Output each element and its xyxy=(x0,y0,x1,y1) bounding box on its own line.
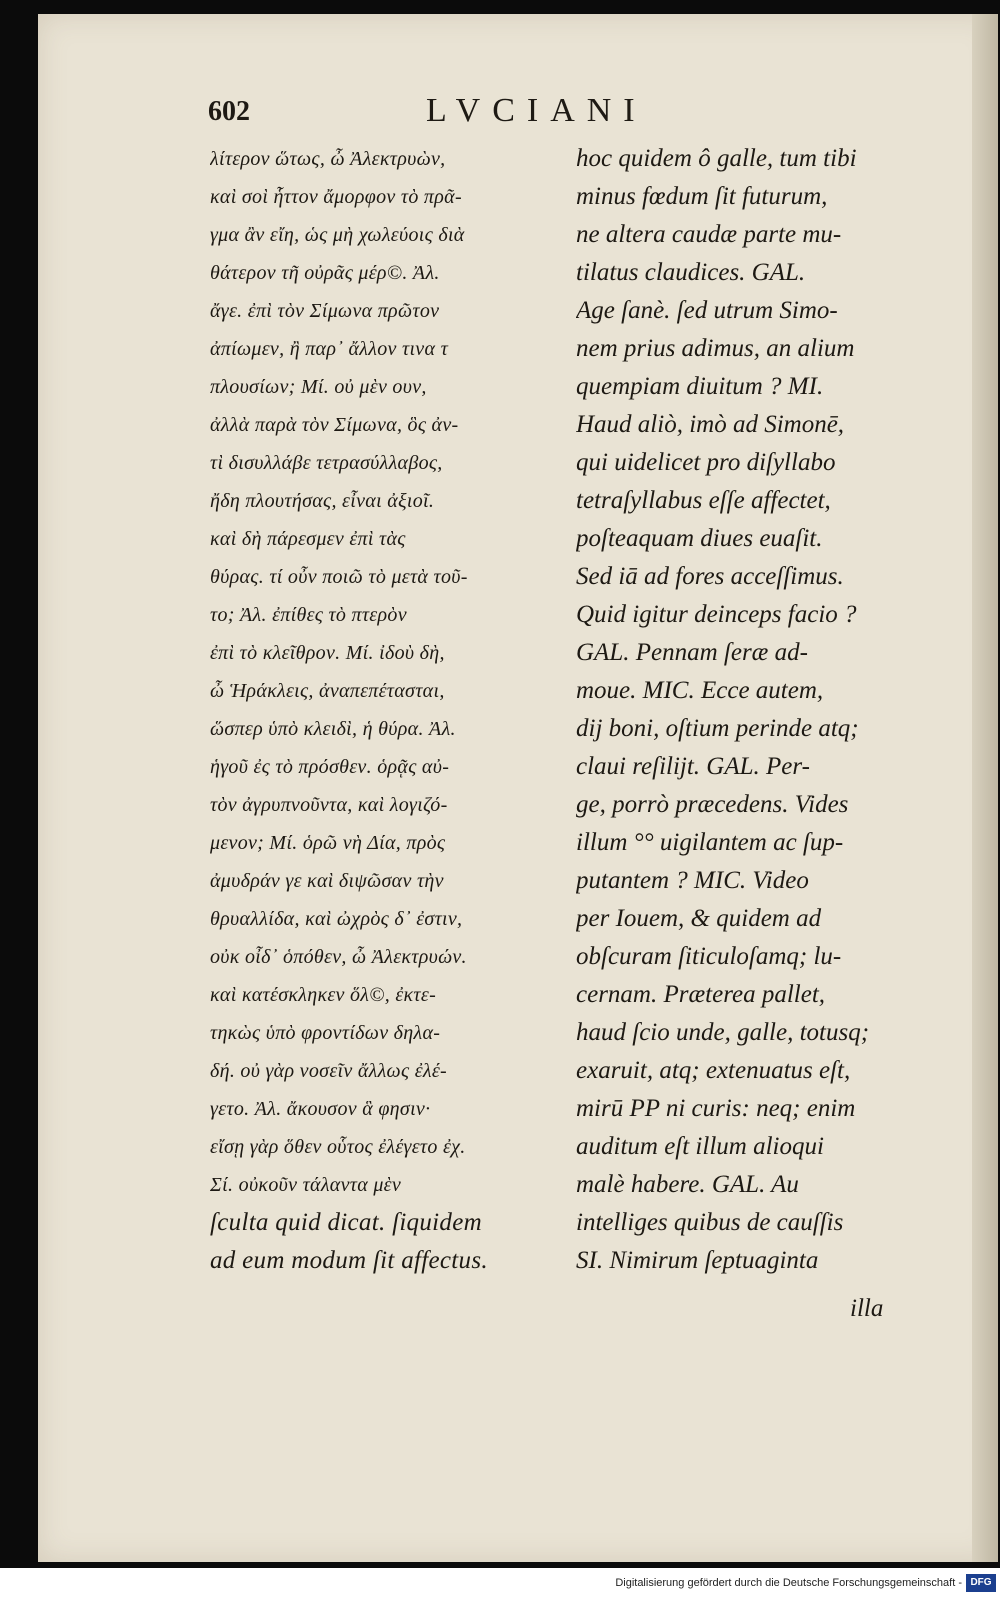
latin-text-line: poſteaquam diues euaſit. xyxy=(576,525,823,552)
dfg-logo: DFG xyxy=(966,1574,996,1592)
latin-text-line: haud ſcio unde, galle, totusq; xyxy=(576,1019,870,1046)
greek-text-line: Σί. οὐκοῦν τάλαντα μὲν xyxy=(210,1174,402,1196)
latin-text-line: Haud aliò, imò ad Simonē, xyxy=(576,411,845,438)
latin-text-line: Sed iā ad fores acceſſimus. xyxy=(576,563,844,590)
greek-text-line: μενον; Μί. ὁρῶ νὴ Δία, πρὸς xyxy=(210,832,446,854)
page-header xyxy=(208,92,708,132)
latin-text-line: Quid igitur deinceps facio ? xyxy=(576,601,857,628)
footer-bar xyxy=(0,1568,1000,1600)
latin-text-line: moue. MIC. Ecce autem, xyxy=(576,677,824,704)
greek-text-line: καὶ δὴ πάρεσμεν ἐπὶ τὰς xyxy=(210,528,406,550)
latin-text-line: cernam. Præterea pallet, xyxy=(576,981,826,1008)
latin-text-line: dij boni, oſtium perinde atq; xyxy=(576,715,859,742)
greek-text-line: ἀμυδράν γε καὶ διψῶσαν τὴν xyxy=(210,870,444,892)
greek-text-line: δή. οὐ γὰρ νοσεῖν ἄλλως ἐλέ- xyxy=(210,1060,447,1082)
latin-text-line: GAL. Pennam ſeræ ad- xyxy=(576,639,808,666)
greek-text-line: τὶ δισυλλάβε τετρασύλλαβος, xyxy=(210,452,443,474)
greek-text-line: ὥσπερ ὑπὸ κλειδὶ, ἡ θύρα. Ἀλ. xyxy=(210,718,456,740)
greek-text-line: ὦ Ἡράκλεις, ἀναπεπέτασται, xyxy=(210,680,445,702)
greek-text-line: εἴσῃ γὰρ ὅθεν οὗτος ἐλέγετο ἐχ. xyxy=(210,1136,466,1158)
latin-text-line: tilatus claudices. GAL. xyxy=(576,259,806,286)
latin-text-line: obſcuram ſiticuloſamq; lu- xyxy=(576,943,842,970)
latin-text-line: intelliges quibus de cauſſis xyxy=(576,1209,844,1236)
latin-text-line: mirū PP ni curis: neq; enim xyxy=(576,1095,856,1122)
latin-text-line: ne altera caudæ parte mu- xyxy=(576,221,842,248)
latin-column xyxy=(576,140,942,1280)
greek-text-line: θάτερον τῆ οὐρᾶς μέρ©. Ἀλ. xyxy=(210,262,440,284)
latin-text-line: Age ſanè. ſed utrum Simo- xyxy=(576,297,838,324)
digitization-credit: Digitalisierung gefördert durch die Deutsche Forschungsgemeinschaft - xyxy=(615,1577,962,1589)
catchword: illa xyxy=(850,1295,884,1322)
latin-text-line: auditum eſt illum alioqui xyxy=(576,1133,824,1160)
folio-number: 602 xyxy=(208,96,250,127)
greek-text-line: τηκὼς ὑπὸ φροντίδων δηλα- xyxy=(210,1022,441,1044)
greek-text-line: τὸν ἀγρυπνοῦντα, καὶ λογιζό- xyxy=(210,794,448,816)
greek-text-line: λίτερον ὥτως, ὦ Ἀλεκτρυὼν, xyxy=(210,148,446,170)
greek-text-line: πλουσίων; Μί. οὐ μὲν ουν, xyxy=(210,376,427,398)
latin-text-line: nem prius adimus, an alium xyxy=(576,335,855,362)
greek-text-line: το; Ἀλ. ἐπίθες τὸ πτερὸν xyxy=(210,604,407,626)
greek-text-line: ἄγε. ἐπὶ τὸν Σίμωνα πρῶτον xyxy=(210,300,440,322)
latin-text-line: qui uidelicet pro diſyllabo xyxy=(576,449,836,476)
greek-text-line: γετο. Ἀλ. ἄκουσον ἃ φησιν· xyxy=(210,1098,431,1120)
latin-text-line: quempiam diuitum ? MI. xyxy=(576,373,824,400)
latin-text-line: SI. Nimirum ſeptuaginta xyxy=(576,1247,819,1274)
greek-text-line: γμα ἂν εἴη, ὡς μὴ χωλεύοις διὰ xyxy=(210,224,465,246)
greek-text-line: καὶ κατέσκληκεν ὅλ©, ἐκτε- xyxy=(210,984,437,1006)
latin-text-line: minus fœdum ſit futurum, xyxy=(576,183,828,210)
greek-text-line: οὐκ οἶδ᾽ ὁπόθεν, ὦ Ἀλεκτρυών. xyxy=(210,946,467,968)
greek-text-line: ſculta quid dicat. ſiquidem xyxy=(210,1209,482,1236)
greek-text-line: θρυαλλίδα, καὶ ὠχρὸς δ᾽ ἐστιν, xyxy=(210,908,463,930)
latin-text-line: per Iouem, & quidem ad xyxy=(576,905,822,932)
latin-text-line: hoc quidem ô galle, tum tibi xyxy=(576,145,857,172)
running-head: LVCIANI xyxy=(426,92,647,129)
page-gutter xyxy=(972,14,998,1562)
latin-text-line: malè habere. GAL. Au xyxy=(576,1171,799,1198)
greek-text-line: ἐπὶ τὸ κλεῖθρον. Μί. ἰδοὺ δὴ, xyxy=(210,642,445,664)
greek-text-line: καὶ σοὶ ἧττον ἄμορφον τὸ πρᾶ- xyxy=(210,186,462,208)
latin-text-line: ge, porrò præcedens. Vides xyxy=(576,791,849,818)
greek-column xyxy=(210,140,558,1280)
latin-text-line: putantem ? MIC. Video xyxy=(576,867,809,894)
greek-text-line: ἀλλὰ παρὰ τὸν Σίμωνα, ὃς ἀν- xyxy=(210,414,459,436)
greek-text-line: ad eum modum ſit affectus. xyxy=(210,1247,488,1274)
greek-text-line: ἤδη πλουτήσας, εἶναι ἀξιοῖ. xyxy=(210,490,435,512)
greek-text-line: ἀπίωμεν, ἢ παρ᾽ ἄλλον τινα τ xyxy=(210,338,449,360)
latin-text-line: illum °° uigilantem ac ſup- xyxy=(576,829,844,856)
latin-text-line: claui reſilijt. GAL. Per- xyxy=(576,753,810,780)
greek-text-line: ἡγοῦ ἐς τὸ πρόσθεν. ὁρᾷς αὐ- xyxy=(210,756,450,778)
latin-text-line: tetraſyllabus eſſe affectet, xyxy=(576,487,831,514)
latin-text-line: exaruit, atq; extenuatus eſt, xyxy=(576,1057,851,1084)
greek-text-line: θύρας. τί οὖν ποιῶ τὸ μετὰ τοῦ- xyxy=(210,566,468,588)
